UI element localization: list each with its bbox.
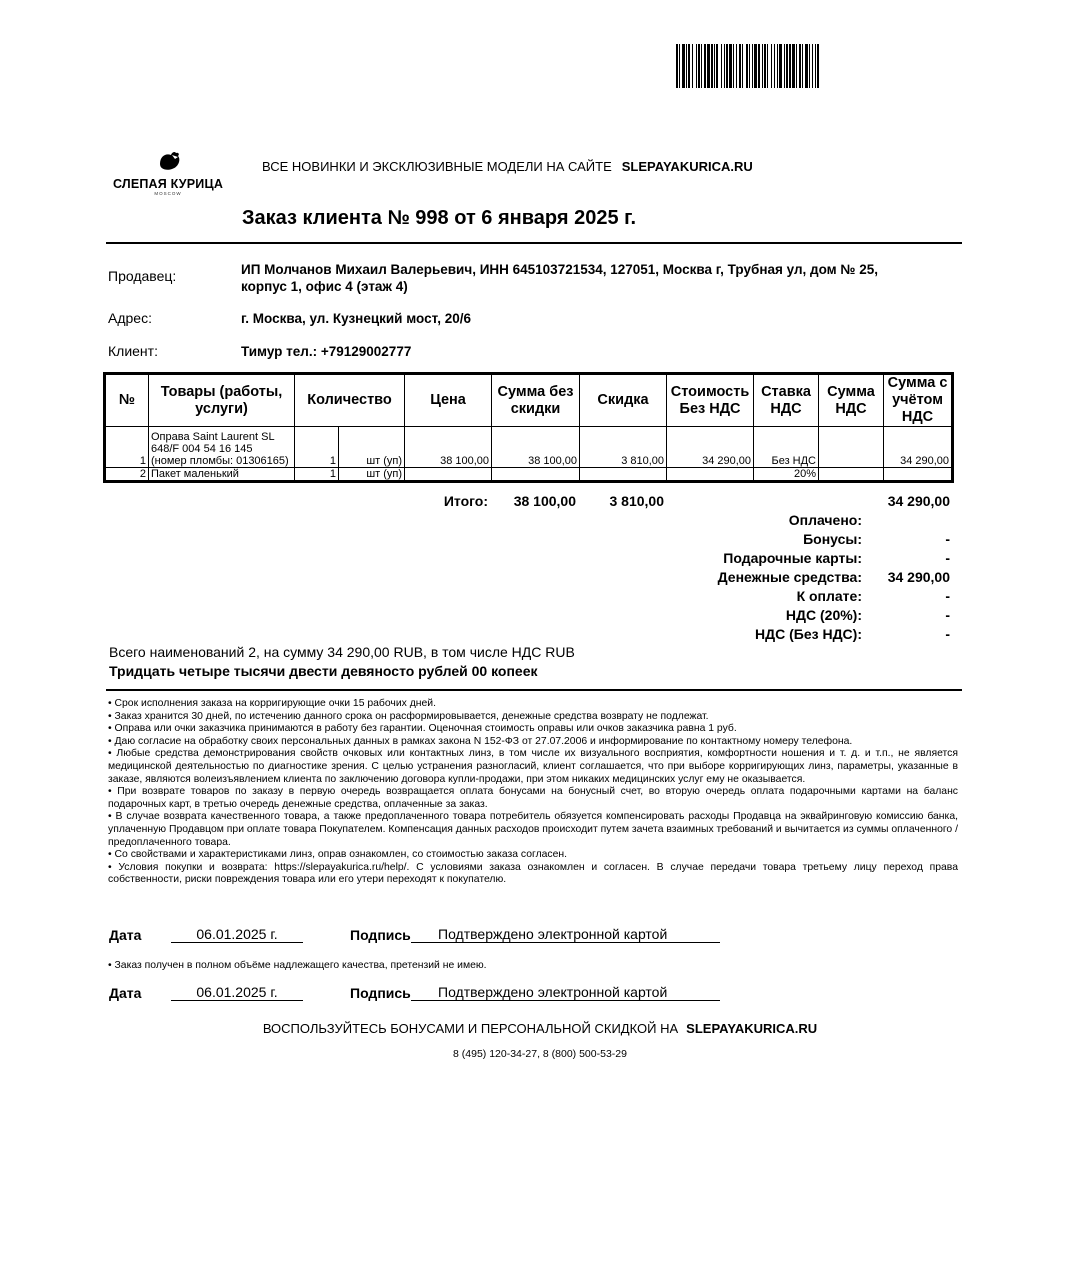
row-qty: 1: [295, 468, 339, 481]
totals-total: 34 290,00: [887, 493, 950, 509]
signature-value: Подтверждено электронной картой: [411, 926, 720, 943]
totals-discount: 3 810,00: [609, 493, 664, 509]
row-vat-sum: [819, 427, 884, 468]
row-goods-line: (номер пломбы: 01306165): [151, 455, 289, 467]
logo-subtitle: MOSCOW: [154, 191, 182, 196]
terms-item: • Срок исполнения заказа на корригирующие очки 15 рабочих дней.: [108, 698, 436, 709]
footer-promo-text: ВОСПОЛЬЗУЙТЕСЬ БОНУСАМИ И ПЕРСОНАЛЬНОЙ СКИДКОЙ НА: [262, 1021, 679, 1036]
col-header-vat-sum: Сумма НДС: [819, 375, 884, 427]
row-total: 34 290,00: [884, 427, 952, 468]
footer-promo: [0, 1021, 1080, 1036]
document-title: Заказ клиента № 998 от 6 января 2025 г.: [242, 207, 637, 229]
row-vat-rate: 20%: [754, 468, 819, 481]
seller-value: [241, 261, 878, 295]
row-goods: Пакет маленький: [149, 468, 295, 481]
gift-cards-value: -: [945, 550, 950, 566]
date-label: Дата: [109, 927, 142, 943]
divider: [106, 242, 962, 244]
row-price: 38 100,00: [405, 427, 492, 468]
date-value: 06.01.2025 г.: [171, 926, 303, 943]
col-header-sum-no-disc: Сумма без скидки: [492, 375, 580, 427]
row-vat-rate: Без НДС: [754, 427, 819, 468]
vat20-label: НДС (20%):: [785, 607, 862, 623]
terms-item: • Любые средства демонстрирования свойств очковых или контактных линз, в том числе их визуального восприятия, комфортности ношения и т. д. и т.п., не является медицинской деятельностью по диагностике зрения. С целью устранения разногласий, клиент соглашается, что при выборе корригирующих линз, параметры, указанные в заказе, являются волеизъявлением клиента по заключению договора купли-продажи, при этом никаких медицинских услуг ему не оказывается.: [108, 748, 958, 785]
table-row: [106, 427, 952, 468]
terms-item: • Заказ хранится 30 дней, по истечению данного срока он расформировывается, денежные средства возврату не подлежат.: [108, 710, 709, 722]
divider: [106, 689, 962, 691]
seller-label: Продавец:: [108, 268, 177, 284]
vat-none-value: -: [945, 626, 950, 642]
row-goods-line: Оправа Saint Laurent SL: [151, 431, 275, 443]
row-goods-line: 648/F 004 54 16 145: [151, 443, 253, 455]
client-value: Тимур тел.: +79129002777: [241, 344, 412, 359]
chicken-logo-icon: [154, 150, 182, 172]
due-label: К оплате:: [796, 588, 862, 604]
row-qty: 1: [295, 427, 339, 468]
header-site-link[interactable]: SLEPAYAKURICA.RU: [621, 159, 753, 174]
date-value: 06.01.2025 г.: [171, 984, 303, 1001]
table-header-row: [106, 375, 952, 427]
signature-value: Подтверждено электронной картой: [411, 984, 720, 1001]
vat-none-label: НДС (Без НДС):: [755, 626, 862, 642]
row-total: [884, 468, 952, 481]
client-label: Клиент:: [108, 343, 158, 359]
col-header-discount: Скидка: [580, 375, 667, 427]
date-label: Дата: [109, 985, 142, 1001]
paid-label: Оплачено:: [788, 512, 862, 528]
brand-logo: [112, 150, 224, 200]
summary-words: Тридцать четыре тысячи двести девяносто рублей 00 копеек: [109, 663, 538, 679]
row-unit: шт (уп): [339, 468, 405, 481]
col-header-price: Цена: [405, 375, 492, 427]
terms-item: • Даю согласие на обработку своих персональных данных в рамках закона N 152-ФЗ от 27.07.2006 и информирование по контактному номеру телефона.: [108, 735, 853, 747]
row-cost-no-vat: [667, 468, 754, 481]
col-header-total: Сумма с учётом НДС: [884, 375, 952, 427]
due-value: -: [945, 588, 950, 604]
seller-line-1: ИП Молчанов Михаил Валерьевич, ИНН 645103721534, 127051, Москва г, Трубная ул, дом № 25,: [241, 262, 878, 277]
barcode-stripe: [819, 44, 822, 88]
bonuses-label: Бонусы:: [803, 531, 862, 547]
address-label: Адрес:: [108, 310, 152, 326]
terms-item: • Оправа или очки заказчика принимаются в работу без гарантии. Оценочная стоимость оправы или очков заказчика равна 1 руб.: [108, 723, 737, 735]
terms-item: • Условия покупки и возврата: https://slepayakurica.ru/help/. С условиями заказа ознакомлен и согласен. В случае передачи товара третьему лицу переход права собственности, риски повреждения товара или его утери переходят к покупателю.: [108, 861, 958, 886]
totals-label: Итого:: [443, 493, 488, 509]
row-sum-no-disc: [492, 468, 580, 481]
col-header-num: №: [106, 375, 149, 427]
signature-label: Подпись: [350, 985, 411, 1001]
col-header-vat-rate: Ставка НДС: [754, 375, 819, 427]
gift-cards-label: Подарочные карты:: [723, 550, 862, 566]
footer-site-link[interactable]: SLEPAYAKURICA.RU: [686, 1021, 818, 1036]
col-header-qty: Количество: [295, 375, 405, 427]
cash-label: Денежные средства:: [717, 569, 862, 585]
row-num: 1: [106, 427, 149, 468]
bonuses-value: -: [945, 531, 950, 547]
vat20-value: -: [945, 607, 950, 623]
row-vat-sum: [819, 468, 884, 481]
received-note: • Заказ получен в полном объёме надлежащего качества, претензий не имею.: [108, 960, 487, 971]
logo-name: СЛЕПАЯ КУРИЦА: [112, 177, 224, 191]
row-num: 2: [106, 468, 149, 481]
terms-item: • При возврате товаров по заказу в первую очередь возвращается оплата бонусами на бонусный счет, во вторую очередь оплата подарочными картами на баланс подарочных карт, в третью очередь денежные средства, оплаченные за заказ.: [108, 786, 958, 810]
terms-list: [108, 698, 958, 887]
row-goods: [149, 427, 295, 468]
row-cost-no-vat: 34 290,00: [667, 427, 754, 468]
row-discount: [580, 468, 667, 481]
row-discount: 3 810,00: [580, 427, 667, 468]
terms-item: • Со свойствами и характеристиками линз, оправ ознакомлен, со стоимостью заказа согласен.: [108, 849, 568, 861]
row-price: [405, 468, 492, 481]
signature-label: Подпись: [350, 927, 411, 943]
row-unit: шт (уп): [339, 427, 405, 468]
items-table: [105, 374, 952, 481]
header-promo: [262, 159, 753, 174]
address-value: г. Москва, ул. Кузнецкий мост, 20/6: [241, 311, 471, 326]
col-header-goods: Товары (работы, услуги): [149, 375, 295, 427]
barcode-image: [676, 44, 932, 88]
cash-value: 34 290,00: [887, 569, 950, 585]
footer-phones: 8 (495) 120-34-27, 8 (800) 500-53-29: [453, 1048, 627, 1060]
header-promo-text: ВСЕ НОВИНКИ И ЭКСКЛЮЗИВНЫЕ МОДЕЛИ НА САЙТЕ: [262, 159, 612, 174]
col-header-cost-no-vat: Стоимость Без НДС: [667, 375, 754, 427]
seller-line-2: корпус 1, офис 4 (этаж 4): [241, 279, 408, 294]
table-row: [106, 468, 952, 481]
row-sum-no-disc: 38 100,00: [492, 427, 580, 468]
summary-note: Всего наименований 2, на сумму 34 290,00 RUB, в том числе НДС RUB: [109, 644, 575, 660]
terms-item: • В случае возврата качественного товара, а также предоплаченного товара потребитель обязуется компенсировать расходы Продавца на эквайринговую комиссию банка, уплаченную Продавцом при оплате товара Покупателем. Компенсация данных расходов происходит путем зачета взаимных требований и вычитается из суммы оплаченного / предоплаченного товара.: [108, 811, 958, 848]
totals-sum-no-disc: 38 100,00: [513, 493, 576, 509]
